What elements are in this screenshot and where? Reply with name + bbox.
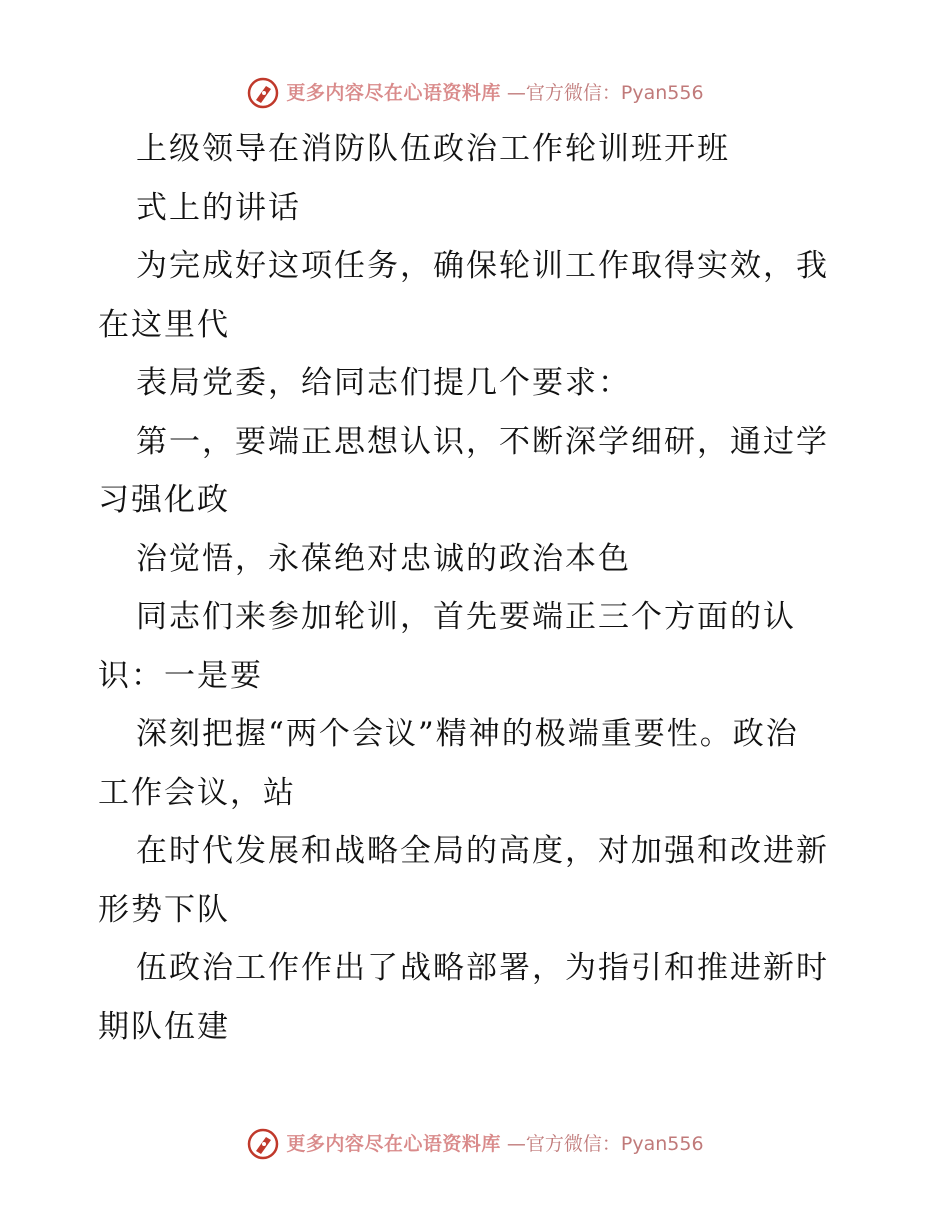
pen-nib-logo-icon	[246, 76, 280, 110]
text-line: 深刻把握“两个会议”精神的极端重要性。政治	[136, 716, 799, 752]
header-watermark	[0, 76, 950, 110]
text-line: 形势下队	[98, 891, 230, 928]
text-line: 在时代发展和战略全局的高度，对加强和改进新	[136, 833, 829, 869]
text-line: 习强化政	[98, 482, 230, 518]
watermark-suffix: —官方微信：Pyan556	[506, 1133, 704, 1155]
text-line: 在这里代	[98, 306, 230, 343]
text-line: 识：一是要	[98, 657, 263, 694]
document-body	[98, 120, 858, 1056]
text-line: 同志们来参加轮训，首先要端正三个方面的认	[136, 599, 796, 635]
text-line: 上级领导在消防队伍政治工作轮训班开班	[136, 131, 730, 167]
text-line: 第一，要端正思想认识，不断深学细研，通过学	[136, 423, 829, 460]
text-line: 治觉悟，永葆绝对忠诚的政治本色	[136, 540, 631, 577]
text-line: 式上的讲话	[136, 189, 301, 226]
text-line: 为完成好这项任务，确保轮训工作取得实效，我	[136, 248, 829, 284]
watermark-suffix: —官方微信：Pyan556	[506, 82, 704, 104]
pen-nib-logo-icon	[246, 1127, 280, 1161]
footer-watermark	[0, 1127, 950, 1161]
text-line: 伍政治工作作出了战略部署，为指引和推进新时	[136, 950, 829, 986]
watermark-brand: 更多内容尽在心语资料库	[286, 1133, 501, 1155]
watermark-brand: 更多内容尽在心语资料库	[286, 82, 501, 104]
text-line: 期队伍建	[98, 1008, 230, 1045]
text-line: 工作会议，站	[98, 774, 296, 811]
text-line: 表局党委，给同志们提几个要求：	[136, 365, 631, 401]
